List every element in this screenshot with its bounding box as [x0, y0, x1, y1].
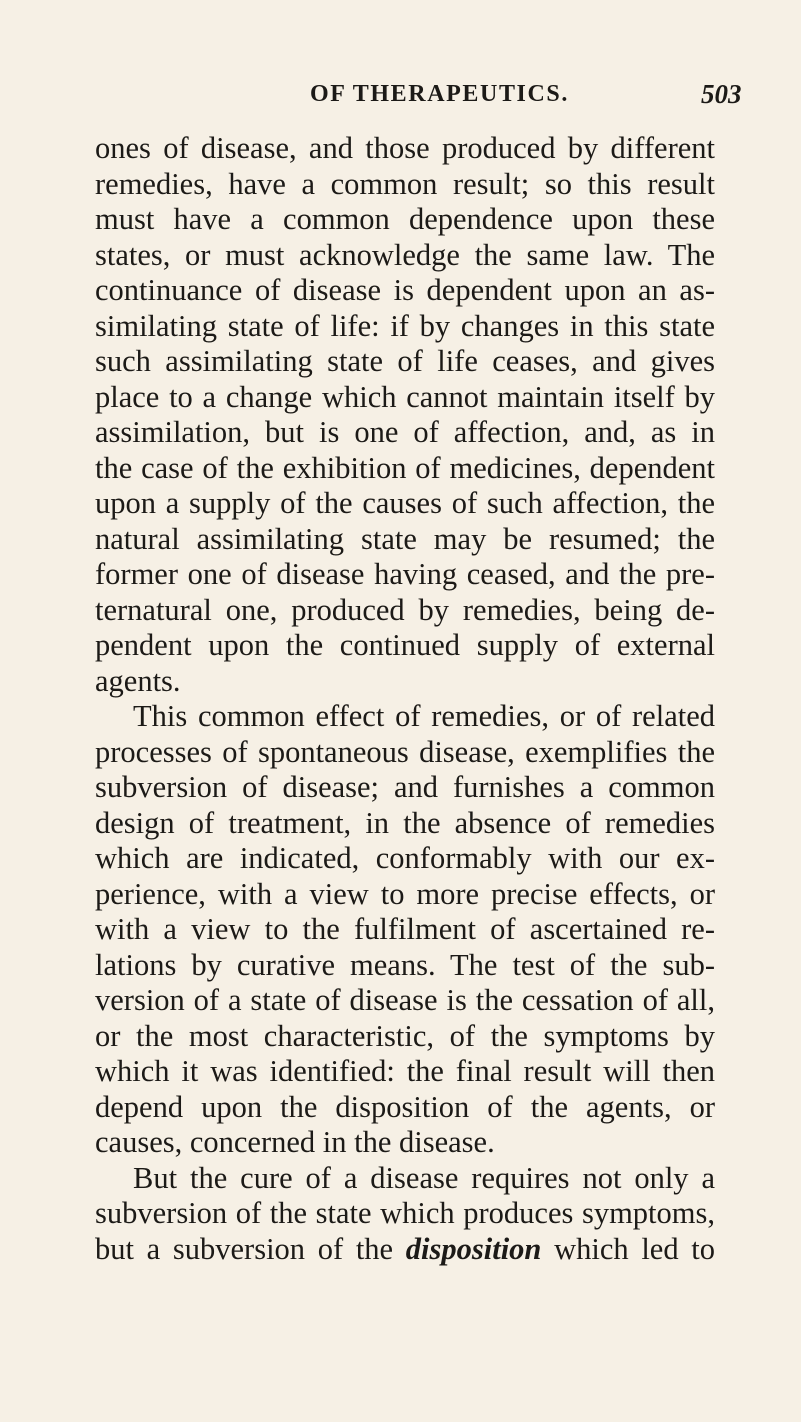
text-line: similating state of life: if by changes in this state: [95, 308, 715, 343]
text-line: such assimilating state of life ceases, and gives: [95, 344, 715, 378]
text-line: the case of the exhibition of medicines, dependent: [95, 450, 715, 485]
text-line: continuance of disease is dependent upon an as-: [95, 273, 715, 307]
body-text: [95, 131, 715, 1267]
text-line: This common effect of remedies, or of related: [133, 699, 715, 733]
running-head: [0, 78, 801, 118]
text-line: assimilation, but is one of affection, and, as in: [95, 415, 715, 449]
text-line: remedies, have a common result; so this result: [95, 166, 715, 201]
text-line: lations by curative means. The test of the sub-: [95, 947, 715, 982]
text-line: processes of spontaneous disease, exemplifies the: [95, 734, 715, 769]
text-line: which it was identified: the final result will then: [95, 1054, 715, 1088]
text-line: which are indicated, conformably with our ex-: [95, 841, 715, 875]
text-line: with a view to the fulfilment of ascertained re-: [95, 912, 715, 946]
text-line: former one of disease having ceased, and the pre-: [95, 557, 715, 591]
text-line: version of a state of disease is the cessation of all,: [95, 983, 715, 1017]
text-line: subversion of disease; and furnishes a common: [95, 770, 715, 804]
line-fragment: which led to: [541, 1231, 715, 1266]
line-fragment: but a subversion of the: [95, 1231, 406, 1266]
text-line: causes, concerned in the disease.: [95, 1125, 495, 1159]
text-line: pendent upon the continued supply of external: [95, 628, 715, 662]
running-title: OF THERAPEUTICS.: [310, 81, 569, 107]
text-line: natural assimilating state may be resumed; the: [95, 521, 715, 556]
text-line: subversion of the state which produces symptoms,: [95, 1196, 715, 1230]
text-line-with-emphasis: [95, 1232, 715, 1268]
text-line: perience, with a view to more precise effects, or: [95, 876, 715, 911]
text-line: place to a change which cannot maintain itself by: [95, 379, 715, 414]
text-line: or the most characteristic, of the symptoms by: [95, 1018, 715, 1053]
text-line: design of treatment, in the absence of remedies: [95, 805, 715, 840]
page-number: 503: [701, 79, 742, 109]
text-line: agents.: [95, 663, 181, 698]
text-line: must have a common dependence upon these: [95, 202, 715, 236]
text-line: ones of disease, and those produced by different: [95, 131, 715, 165]
italic-emphasis-word: disposition: [405, 1231, 542, 1266]
text-line: upon a supply of the causes of such affection, the: [95, 486, 715, 520]
text-line: ternatural one, produced by remedies, being de-: [95, 592, 715, 627]
text-line: But the cure of a disease requires not only a: [133, 1160, 715, 1195]
text-line: depend upon the disposition of the agents, or: [95, 1089, 715, 1124]
text-line: states, or must acknowledge the same law. The: [95, 237, 715, 272]
